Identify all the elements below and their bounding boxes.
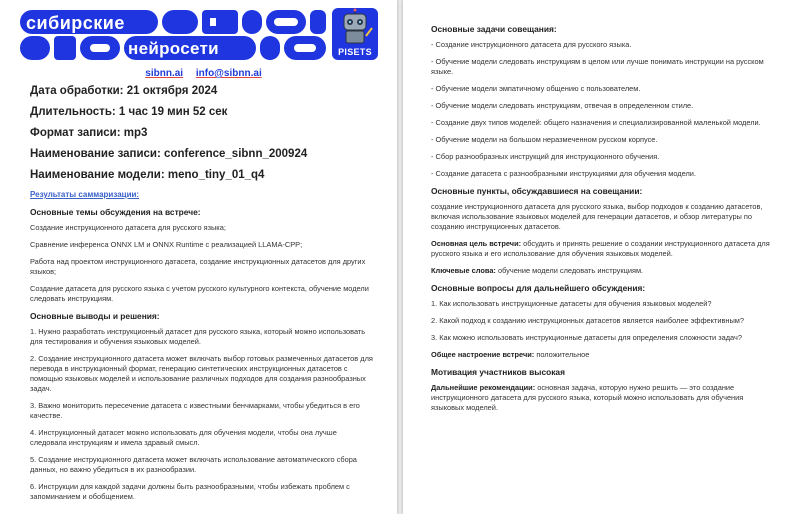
points-title: Основные пункты, обсуждавшиеся на совещании: bbox=[431, 185, 643, 196]
robot-icon bbox=[332, 8, 378, 48]
conclusion-item: 4. Инструкционный датасет можно использовать для обучения модели, чтобы она лучше следовала инструкциям и имела здравый смысл. bbox=[30, 427, 337, 447]
topic-item: Создание датасета для русского языка с учетом русского культурного контекста, обучение модели следовать инструкциям. bbox=[30, 283, 369, 303]
pisets-logo bbox=[332, 8, 378, 60]
meta-format: Формат записи: mp3 bbox=[30, 127, 148, 139]
question-item: 1. Как использовать инструкционные датасеты для обучения языковых моделей? bbox=[431, 298, 712, 308]
conclusion-item: 3. Важно мониторить пересечение датасета с известными бенчмарками, чтобы убедиться в его качестве. bbox=[30, 400, 360, 420]
keywords-text: обучение модели следовать инструкциям. bbox=[497, 265, 644, 275]
task-item: - Сбор разнообразных инструкций для инструкционного обучения. bbox=[431, 151, 660, 161]
meta-block bbox=[32, 85, 375, 181]
page-1 bbox=[0, 0, 397, 514]
task-item: - Обучение модели следовать инструкциям в целом или лучше понимать инструкции на русском языке. bbox=[431, 56, 764, 76]
contacts-line bbox=[32, 68, 375, 79]
email-link[interactable]: info@sibnn.ai bbox=[195, 68, 262, 79]
mood-paragraph bbox=[431, 350, 778, 360]
meta-model-name: Наименование модели: meno_tiny_01_q4 bbox=[30, 169, 265, 181]
conclusion-item: 2. Создание инструкционного датасета может включать выбор готовых размеченных датасетов для перевода в инструкционный формат, генерацию синтетических инструкционных датасетов с помощью языковых моделей и использование различных подходов для создания разнообразных задач. bbox=[30, 353, 373, 393]
conclusion-item: 6. Инструкции для каждой задачи должны быть разнообразными, чтобы избежать проблем с запоминанием и обобщением. bbox=[30, 481, 350, 501]
conclusion-item: 5. Создание инструкционного датасета может включать использование автоматического сбора данных, но важно убедиться в их разнообразии. bbox=[30, 454, 357, 474]
banner-title-line1: сибирские bbox=[26, 13, 125, 33]
recommendations-paragraph bbox=[431, 383, 778, 413]
tasks-title: Основные задачи совещания: bbox=[431, 24, 557, 34]
topic-item: Работа над проектом инструкционного датасета, создание инструкционных датасетов для других языков; bbox=[30, 256, 366, 276]
mood-label: Общее настроение встречи: bbox=[431, 349, 535, 359]
recs-label: Дальнейшие рекомендации: bbox=[431, 382, 536, 392]
conclusion-item: 1. Нужно разработать инструкционный датасет для русского языка, который можно использовать для тестирования и обучения языковых моделей. bbox=[30, 326, 366, 346]
brand-banner bbox=[12, 6, 387, 64]
task-item: - Создание инструкционного датасета для русского языка. bbox=[431, 40, 632, 49]
meta-duration: Длительность: 1 час 19 мин 52 сек bbox=[30, 106, 228, 118]
topic-item: Сравнение инференса ONNX LM и ONNX Runtime с реализацией LLAMA-CPP; bbox=[30, 239, 303, 249]
questions-title: Основные вопросы для дальнейшего обсуждения: bbox=[431, 282, 646, 293]
banner-title-line2: нейросети bbox=[128, 39, 219, 58]
conclusions-title: Основные выводы и решения: bbox=[30, 310, 160, 321]
goal-paragraph bbox=[431, 239, 778, 259]
mood-text: положительное bbox=[536, 349, 590, 359]
question-item: 2. Какой подход к созданию инструкционных датасетов является наиболее эффективным? bbox=[431, 315, 745, 325]
recs-text: основная задача, которую нужно решить — это создание инструкционного датасета для русского языка, который можно использовать для обучения языковых моделей. bbox=[431, 382, 744, 412]
keywords-paragraph bbox=[431, 266, 778, 276]
meta-date: Дата обработки: 21 октября 2024 bbox=[30, 85, 218, 97]
motivation-line: Мотивация участников высокая bbox=[431, 366, 565, 377]
goal-label: Основная цель встречи: bbox=[431, 238, 522, 248]
task-item: - Создание двух типов моделей: общего назначения и специализированной маленькой модели. bbox=[431, 117, 761, 127]
site-link[interactable]: sibnn.ai bbox=[145, 68, 184, 79]
question-item: 3. Как можно использовать инструкционные датасеты для определения сложности задач? bbox=[431, 332, 742, 342]
robot-label: PISETS bbox=[338, 47, 372, 57]
goal-text: обсудить и принять решение о создании инструкционного датасета для русского языка и его использование для обучения языковых моделей. bbox=[431, 238, 770, 258]
points-text: создание инструкционного датасета для русского языка, выбор подходов к созданию датасетов, включая использование языковых моделей для генерации датасетов, и обзор литературы по созданию инструкционных датасетов. bbox=[431, 201, 763, 231]
task-item: - Обучение модели следовать инструкциям, отвечая в определенном стиле. bbox=[431, 100, 694, 110]
topics-title: Основные темы обсуждения на встрече: bbox=[30, 207, 201, 217]
meta-record-name: Наименование записи: conference_sibnn_200924 bbox=[30, 148, 308, 160]
task-item: - Обучение модели эмпатичному общению с пользователем. bbox=[431, 83, 641, 93]
topic-item: Создание инструкционного датасета для русского языка; bbox=[30, 223, 226, 232]
task-item: - Создание датасета с разнообразными инструкциями для обучения модели. bbox=[431, 168, 696, 178]
results-heading[interactable]: Результаты саммаризации: bbox=[30, 190, 140, 199]
keywords-label: Ключевые слова: bbox=[431, 265, 496, 275]
task-item: - Обучение модели на большом неразмеченном русском корпусе. bbox=[431, 134, 658, 144]
page-2 bbox=[403, 0, 800, 514]
